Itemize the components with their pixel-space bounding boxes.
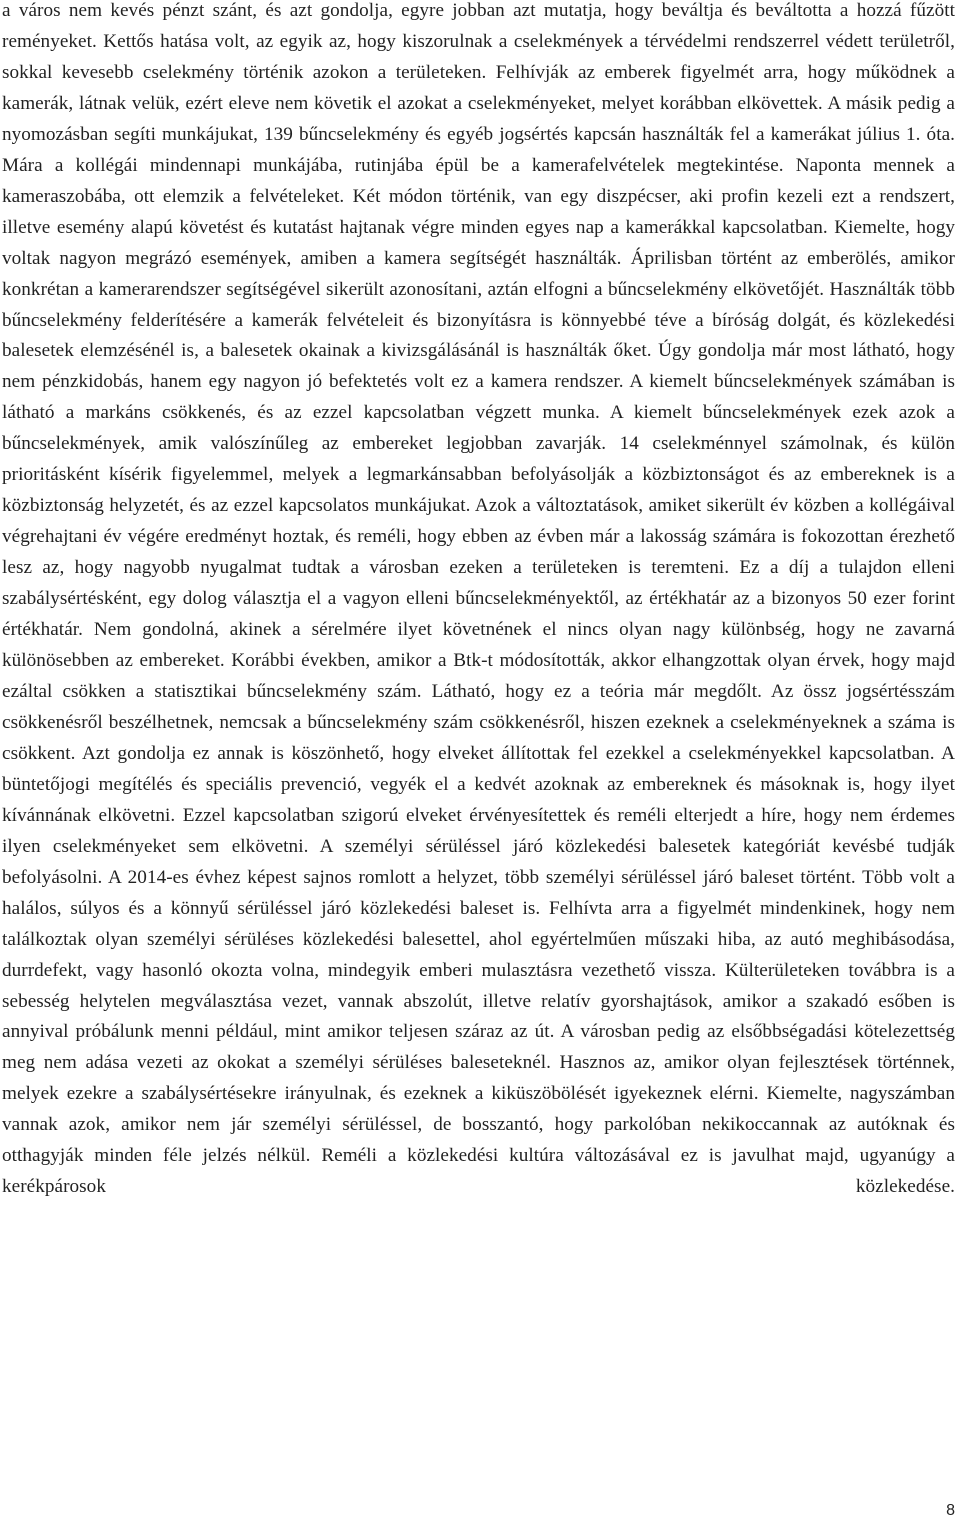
body-paragraph: a város nem kevés pénzt szánt, és azt gondolja, egyre jobban azt mutatja, hogy beváltja és beváltotta a hozzá fűzött reményeket. Kettős hatása volt, az egyik az, hogy kiszorulnak a cselekmények a térvédelmi rendszerrel védett területről, sokkal kevesebb cselekmény történik azokon a területeken. Felhívják az emberek figyelmét arra, hogy működnek a kamerák, látnak velük, ezért eleve nem követik el azokat a cselekményeket, melyet korábban elkövettek. A másik pedig a nyomozásban segíti munkájukat, 139 bűncselekmény és egyéb jogsértés kapcsán használták fel a kamerákat július 1. óta. Mára a kollégái mindennapi munkájába, rutinjába épül be a kamerafelvételek megtekintése. Naponta mennek a kameraszobába, ott elemzik a felvételeket. Két módon történik, van egy diszpécser, aki profin kezeli ezt a rendszert, illetve esemény alapú követést és kutatást hajtanak végre minden egyes nap a kamerákkal kapcsolatban. Kiemelte, hogy voltak nagyon megrázó események, amiben a kamera segítségét használták. Áprilisban történt az emberölés, amikor konkrétan a kamerarendszer segítségével sikerült azonosítani, aztán elfogni a bűncselekmény elkövetőjét. Használták több bűncselekmény felderítésére a kamerák felvételeit és bizonyításra is könnyebbé téve a bíróság dolgát, és közlekedési balesetek elemzésénél is, a balesetek okainak a kivizsgálásánál is használták őket. Úgy gondolja már most látható, hogy nem pénzkidobás, hanem egy nagyon jó befektetés volt ez a kamera rendszer. A kiemelt bűncselekmények számában is látható a markáns csökkenés, és az ezzel kapcsolatban végzett munka. A kiemelt bűncselekmények ezek azok a bűncselekmények, amik valószínűleg az embereket legjobban zavarják. 14 cselekménnyel számolnak, és külön prioritásként kísérik figyelemmel, melyek a legmarkánsabban befolyásolják a közbiztonságot és az embereknek is a közbiztonság helyzetét, és az ezzel kapcsolatos munkájukat. Azok a változtatások, amiket sikerült év közben a kollégáival végrehajtani év végére eredményt hoztak, és reméli, hogy ebben az évben már a lakosság számára is fokozottan érezhető lesz az, hogy nagyobb nyugalmat tudtak a városban ezeken a területeken is teremteni. Ez a díj a tulajdon elleni szabálysértésként, egy dolog választja el a vagyon elleni bűncselekményektől, az értékhatár az a bizonyos 50 ezer forint értékhatár. Nem gondolná, akinek a sérelmére ilyet követnének el nincs olyan nagy különbség, hogy ne zavarná különösebben az embereket. Korábbi években, amikor a Btk-t módosították, akkor elhangzottak olyan érvek, hogy majd ezáltal csökken a statisztikai bűncselekmény szám. Látható, hogy ez a teória már megdőlt. Az össz jogsértésszám csökkenésről beszélhetnek, nemcsak a bűncselekmény szám csökkenésről, hiszen ezeknek a cselekményeknek a száma is csökkent. Azt gondolja ez annak is köszönhető, hogy elveket állítottak fel ezekkel a cselekményekkel kapcsolatban. A büntetőjogi megítélés és speciális prevenció, vegyék el a kedvét azoknak az embereknek és másoknak is, hogy ilyet kívánnának elkövetni. Ezzel kapcsolatban szigorú elveket érvényesítettek és reméli elterjedt a híre, hogy nem érdemes ilyen cselekményeket sem elkövetni. A személyi sérüléssel járó közlekedési balesetek kategóriát kevésbé tudják befolyásolni. A 2014-es évhez képest sajnos romlott a helyzet, több személyi sérüléssel járó baleset történt. Több volt a halálos, súlyos és a könnyű sérüléssel járó közlekedési baleset is. Felhívta arra a figyelmét mindenkinek, hogy nem találkoztak olyan személyi sérüléses közlekedési balesettel, ahol egyértelműen műszaki hiba, az autó meghibásodása, durrdefekt, vagy hasonló okozta volna, mindegyik emberi mulasztásra vezethető vissza. Külterületeken továbbra is a sebesség helytelen megválasztása vezet, vannak abszolút, illetve relatív gyorshajtások, amikor a szakadó esőben is annyival próbálunk menni például, mint amikor teljesen száraz az út. A városban pedig az elsőbbségadási kötelezettség meg nem adása vezeti az okokat a személyi sérüléses baleseteknél. Hasznos az, amikor olyan fejlesztések történnek, melyek ezekre a szabálysértésekre irányulnak, és ezeknek a kiküszöbölését igyekeznek elérni. Kiemelte, nagyszámban vannak azok, amikor nem jár személyi sérüléssel, de bosszantó, hogy parkolóban nekikoccannak az autóknak és otthagyják minden féle jelzés nélkül. Reméli a közlekedési kultúra változásával ez is javulhat majd, ugyanúgy a kerékpárosok közlekedése.	[2, 0, 955, 1198]
page-number: 8	[946, 1502, 955, 1519]
